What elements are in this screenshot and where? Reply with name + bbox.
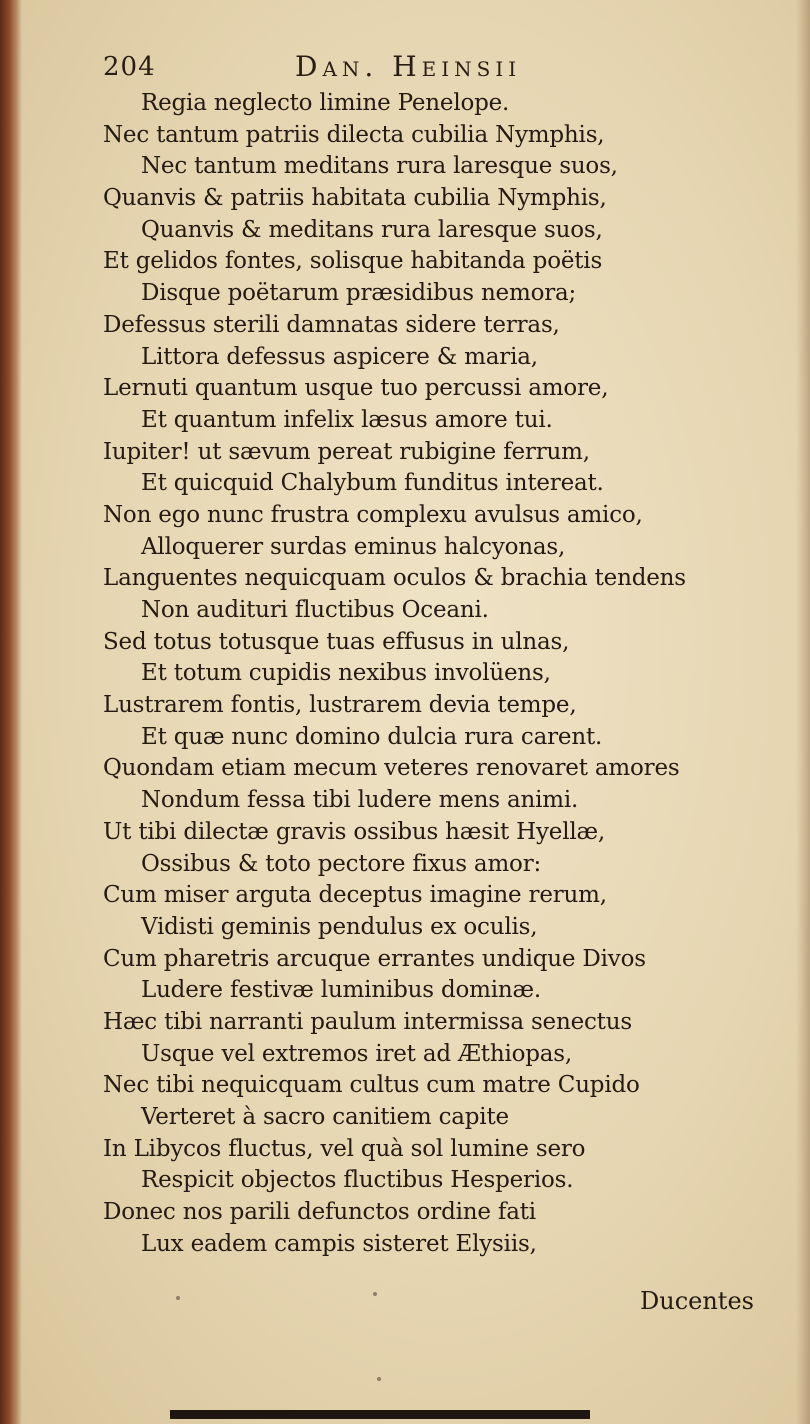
verse-line: Lustrarem fontis, lustrarem devia tempe, (103, 692, 577, 719)
verse-line: Disque poëtarum præsidibus nemora; (141, 280, 577, 307)
verse-line: Nec tantum patriis dilecta cubilia Nymphis, (103, 121, 605, 148)
verse-line: Non ego nunc frustra complexu avulsus amico, (103, 501, 643, 528)
bottom-rule (170, 1410, 590, 1419)
verse-line: Non audituri fluctibus Oceani. (141, 597, 489, 623)
verse-line: Cum miser arguta deceptus imagine rerum, (103, 882, 607, 909)
verse-line: Quondam etiam mecum veteres renovaret amores (103, 755, 680, 782)
verse-line: Lux eadem campis sisteret Elysiis, (141, 1230, 537, 1257)
verse-line: Sed totus totusque tuas effusus in ulnas, (103, 628, 570, 655)
verse-line: Et quicquid Chalybum funditus intereat. (141, 470, 604, 497)
verse-line: Et quantum infelix læsus amore tui. (141, 406, 553, 433)
verse-line: Vidisti geminis pendulus ex oculis, (141, 913, 538, 940)
verse-line: In Libycos fluctus, vel quà sol lumine sero (103, 1135, 586, 1162)
verse-line: Hæc tibi narranti paulum intermissa senectus (103, 1008, 632, 1035)
verse-line: Cum pharetris arcuque errantes undique Divos (103, 945, 646, 972)
verse-line: Donec nos parili defunctos ordine fati (103, 1199, 536, 1226)
ink-speck (377, 1377, 381, 1381)
page-edge-shadow (796, 0, 810, 1424)
catchword: Ducentes (640, 1287, 754, 1315)
verse-line: Quanvis & patriis habitata cubilia Nymphis, (103, 185, 607, 212)
verse-line: Nondum fessa tibi ludere mens animi. (141, 787, 579, 814)
verse-line: Verteret à sacro canitiem capite (141, 1104, 509, 1130)
verse-line: Nec tantum meditans rura laresque suos, (141, 153, 618, 180)
verse-line: Regia neglecto limine Penelope. (141, 90, 510, 116)
verse-line: Iupiter! ut sævum pereat rubigine ferrum, (103, 438, 590, 465)
verse-line: Languentes nequicquam oculos & brachia tendens (103, 565, 686, 592)
running-head: Dan. Heinsii (295, 50, 522, 83)
verse-line: Ut tibi dilectæ gravis ossibus hæsit Hyellæ, (103, 818, 606, 845)
verse-line: Et totum cupidis nexibus involüens, (141, 660, 551, 687)
binding-edge (0, 0, 22, 1424)
verse-line: Littora defessus aspicere & maria, (141, 343, 538, 370)
verse-line: Ossibus & toto pectore fixus amor: (141, 850, 542, 877)
verse-line: Usque vel extremos iret ad Æthiopas, (141, 1040, 573, 1067)
ink-speck (176, 1296, 180, 1300)
verse-line: Et quæ nunc domino dulcia rura carent. (141, 723, 603, 750)
ink-speck (373, 1292, 377, 1296)
verse-line: Alloquerer surdas eminus halcyonas, (141, 533, 566, 560)
verse-line: Et gelidos fontes, solisque habitanda poëtis (103, 248, 603, 275)
page-header (103, 50, 663, 90)
verse-line: Respicit objectos fluctibus Hesperios. (141, 1167, 574, 1194)
verse-line: Nec tibi nequicquam cultus cum matre Cupido (103, 1072, 640, 1099)
page-number: 204 (103, 52, 156, 82)
verse-line: Ludere festivæ luminibus dominæ. (141, 977, 542, 1004)
poem-text (103, 88, 783, 1260)
verse-line: Quanvis & meditans rura laresque suos, (141, 216, 603, 243)
verse-line: Lernuti quantum usque tuo percussi amore, (103, 375, 609, 402)
verse-line: Defessus sterili damnatas sidere terras, (103, 311, 560, 338)
